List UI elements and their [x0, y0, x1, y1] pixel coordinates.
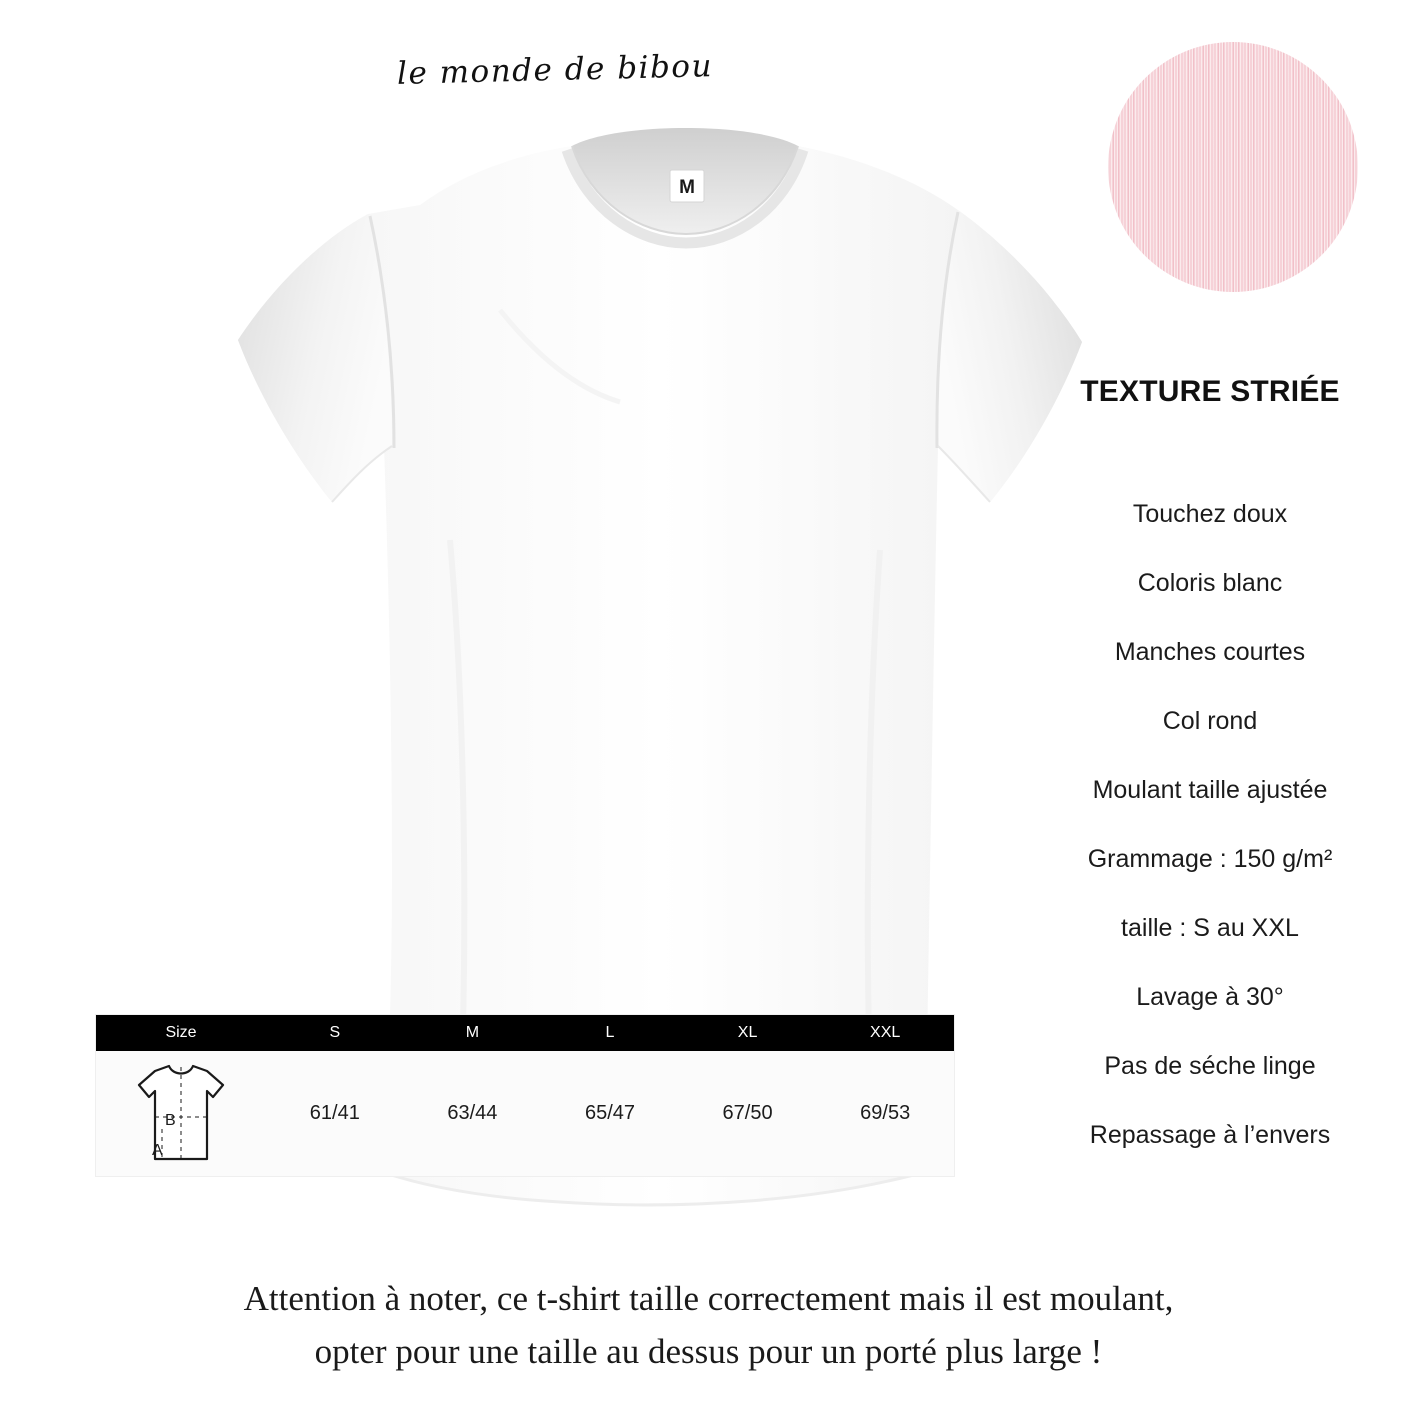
size-chart-header-cell: L	[605, 1024, 615, 1041]
size-chart-cell: 61/41	[309, 1102, 360, 1124]
feature-item: Grammage : 150 g/m²	[1087, 845, 1333, 873]
feature-item: Pas de séche linge	[1104, 1052, 1316, 1080]
size-chart-header-cell: M	[465, 1024, 480, 1041]
sizing-note	[40, 1272, 1377, 1378]
measure-label-a: A	[152, 1141, 163, 1159]
size-chart-header-cell: XXL	[870, 1024, 901, 1041]
feature-item: taille : S au XXL	[1121, 914, 1299, 942]
feature-item: Lavage à 30°	[1136, 983, 1284, 1011]
feature-item: Coloris blanc	[1137, 569, 1283, 597]
size-chart-cell: 65/47	[584, 1102, 636, 1124]
feature-item: Repassage à l’envers	[1089, 1121, 1331, 1149]
neck-label-size: M	[679, 177, 695, 198]
sizing-note-line-2: opter pour une taille au dessus pour un porté plus large !	[314, 1332, 1103, 1371]
feature-item: Manches courtes	[1114, 638, 1306, 666]
size-chart-header-cell: XL	[737, 1024, 758, 1041]
measure-label-b: B	[165, 1111, 176, 1129]
texture-swatch	[1108, 42, 1358, 292]
size-chart-header-cell: S	[329, 1024, 341, 1041]
feature-item: Moulant taille ajustée	[1092, 776, 1328, 804]
feature-list	[1020, 480, 1400, 1170]
feature-item: Touchez doux	[1132, 500, 1288, 528]
size-chart-header-row	[96, 1015, 954, 1051]
size-chart-cell: 63/44	[447, 1102, 498, 1124]
measurement-diagram	[96, 1063, 266, 1165]
size-chart-data-row	[96, 1051, 954, 1176]
size-chart-header-cell: Size	[165, 1024, 197, 1041]
size-chart-cell: 67/50	[722, 1102, 773, 1124]
size-chart-cell: 69/53	[860, 1102, 911, 1124]
sizing-note-line-1: Attention à noter, ce t-shirt taille correctement mais il est moulant,	[243, 1279, 1174, 1318]
feature-item: Col rond	[1162, 707, 1258, 735]
brand-logo: le monde de bibou	[396, 48, 714, 92]
texture-title: TEXTURE STRIÉE	[1080, 375, 1340, 408]
size-chart	[96, 1015, 954, 1176]
